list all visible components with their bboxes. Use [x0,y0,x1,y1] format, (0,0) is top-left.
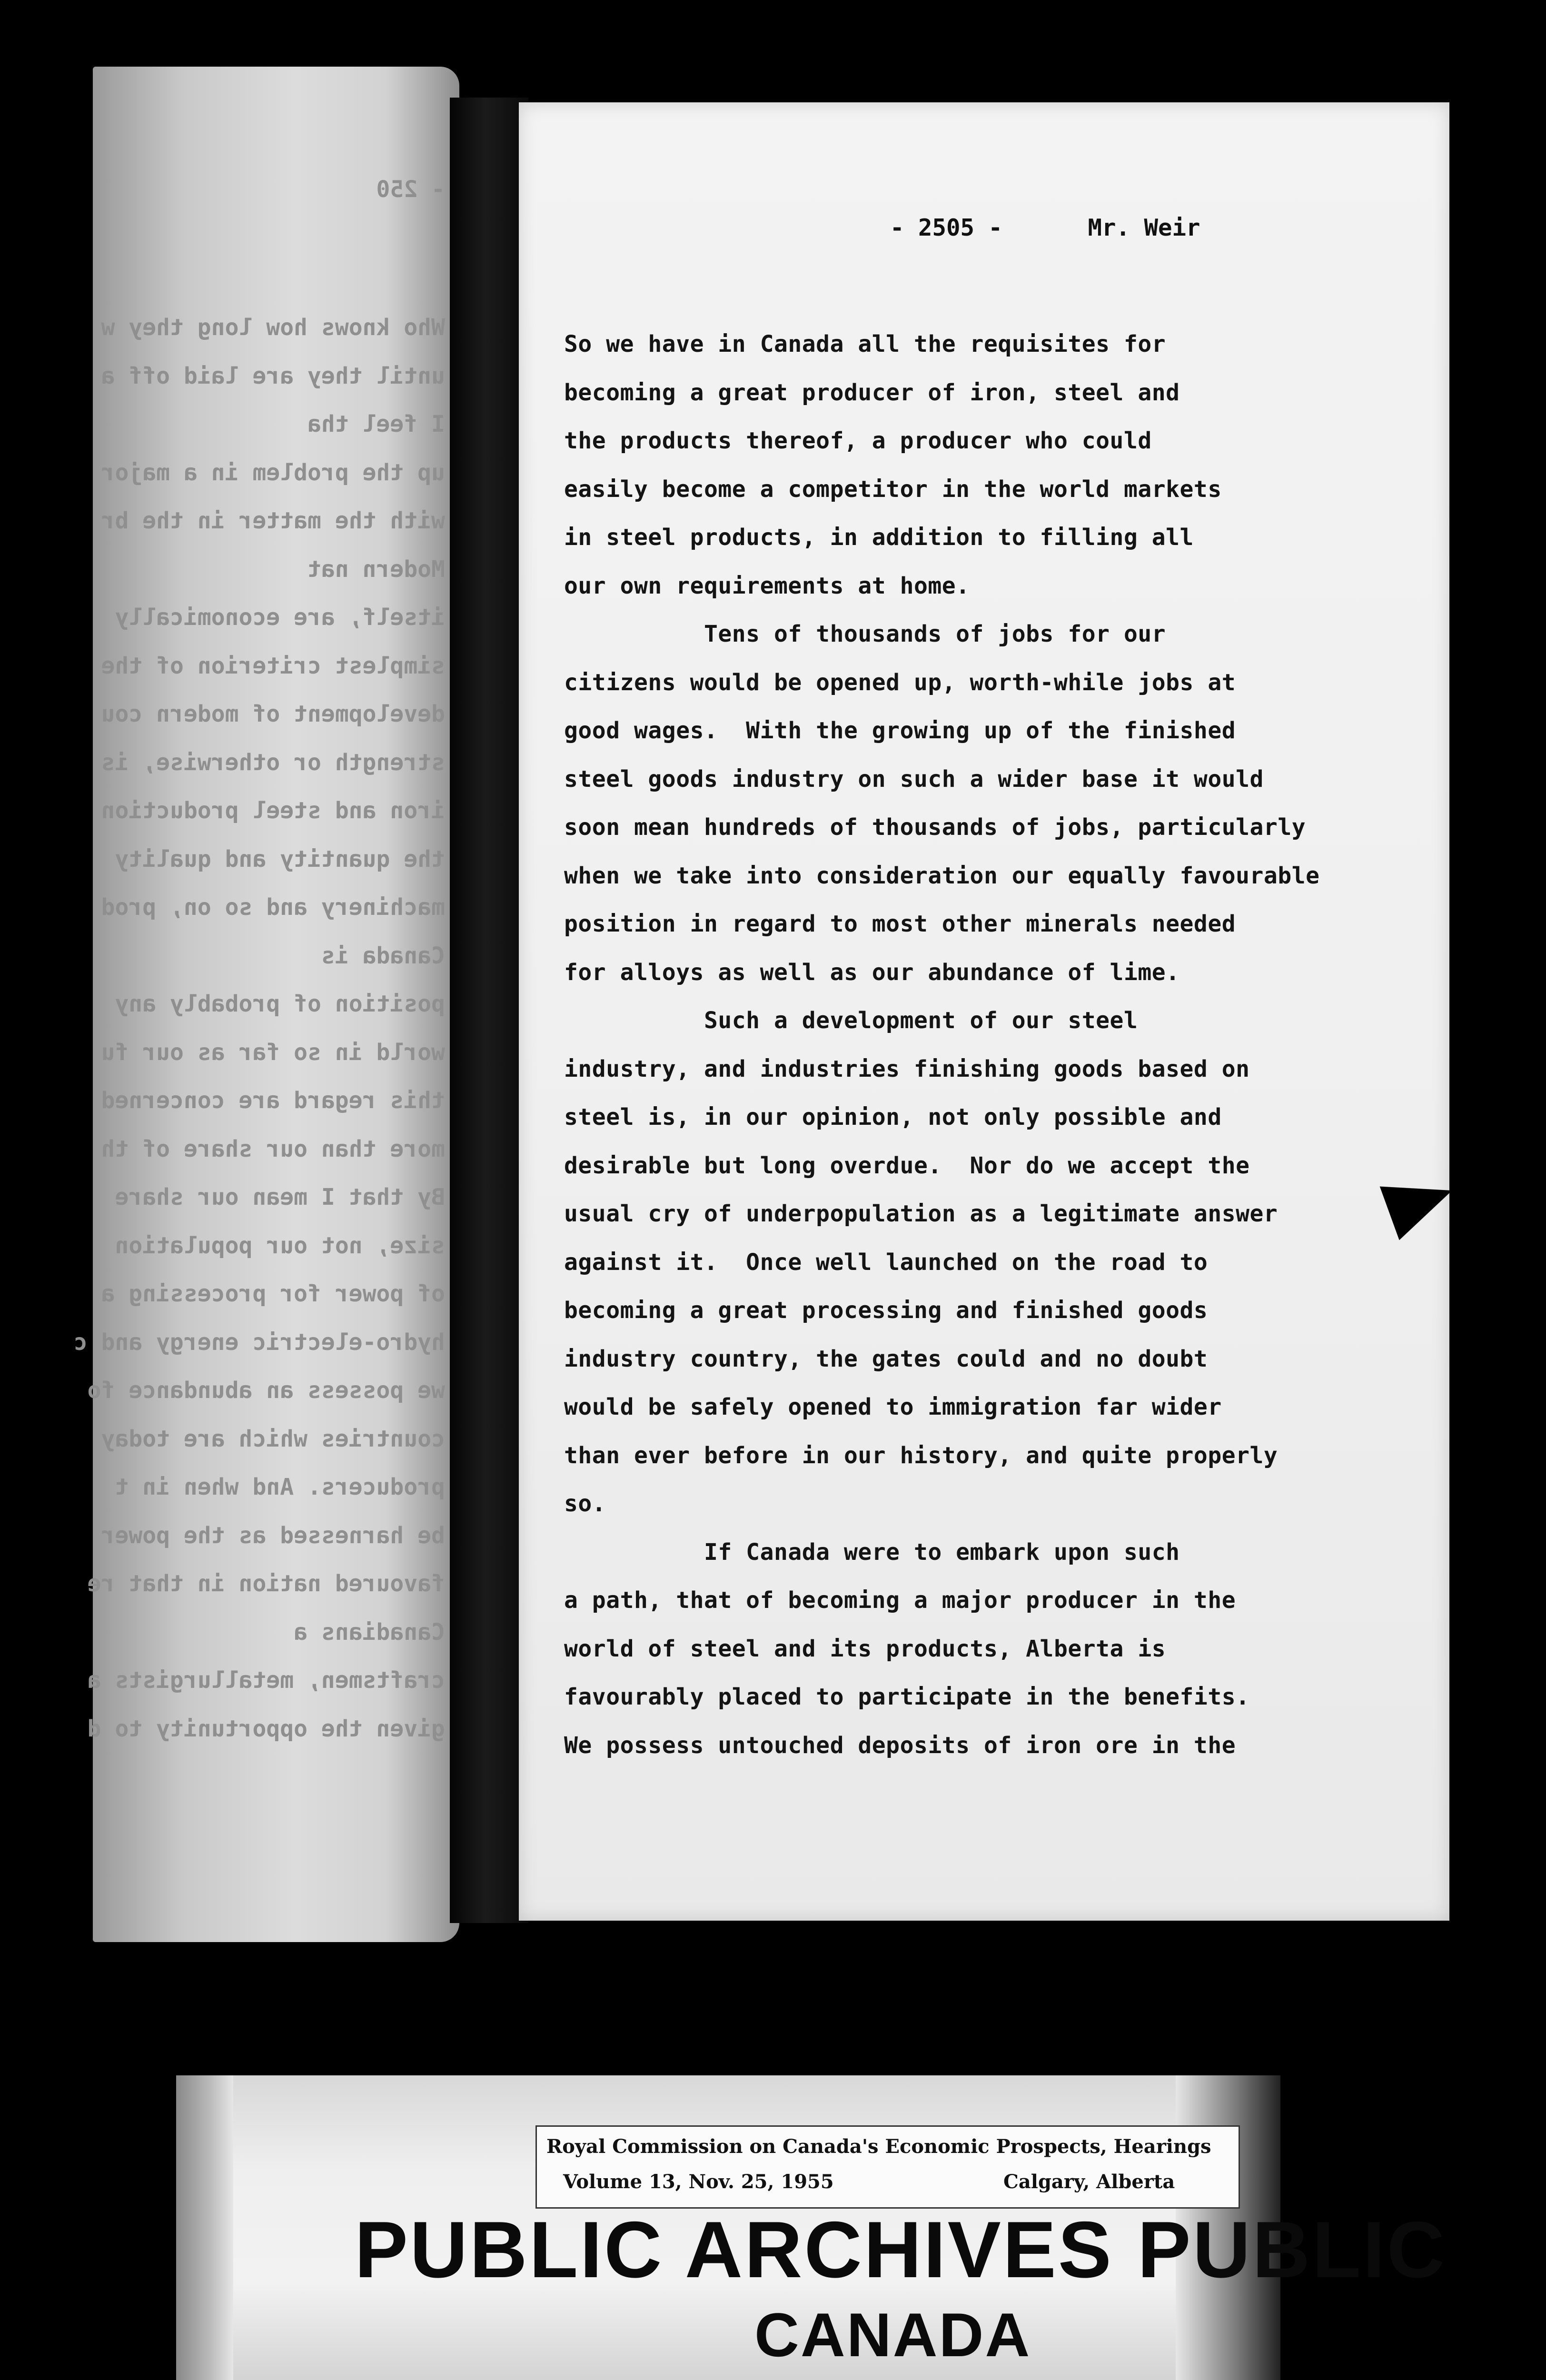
mirrored-text-line: Modern nat [307,555,445,583]
transcript-line: So we have in Canada all the requisites for [564,331,1166,357]
transcript-line: industry, and industries finishing goods based on [564,1055,1250,1082]
mirrored-text-line: up the problem in a major [101,459,445,486]
archive-strip [176,2075,1447,2380]
mirrored-text-line: countries which are today [101,1425,445,1452]
transcript-line: steel goods industry on such a wider base it would [564,765,1264,793]
archives-title: PUBLIC ARCHIVES PUBLIC [355,2205,1447,2294]
transcript-line: so. [564,1490,606,1517]
transcript-line: Tens of thousands of jobs for our [564,621,1166,647]
transcript-line: would be safely opened to immigration far wider [564,1394,1222,1420]
archives-country: CANADA [754,2300,1031,2370]
transcript-line: our own requirements at home. [564,572,970,599]
mirrored-text-line: the quantity and quality [115,845,445,873]
transcript-line: good wages. With the growing up of the finished [564,717,1236,744]
strip-shadow-left [176,2075,233,2380]
mirrored-text-line: hydro-electric energy and c [73,1329,445,1356]
mirrored-text-line: producers. And when in t [115,1474,445,1500]
page-gutter [450,98,528,1923]
transcript-line: soon mean hundreds of thousands of jobs, particularly [564,814,1306,841]
transcript-line: steel is, in our opinion, not only possible and [564,1104,1222,1130]
mirrored-text-block [73,67,459,1942]
transcript-line: the products thereof, a producer who could [564,427,1152,454]
transcript-line: favourably placed to participate in the benefits. [564,1684,1250,1710]
mirrored-text-line: Canada is [321,942,445,969]
archive-label [535,2125,1240,2209]
transcript-line: world of steel and its products, Alberta is [564,1635,1166,1662]
mirrored-text-line: I feel tha [307,411,445,437]
page-number: - 2505 - [890,214,1003,241]
archive-label-volume: Volume 13, Nov. 25, 1955 [563,2171,834,2193]
mirrored-text-line: machinery and so on, prod [101,894,445,921]
transcript-line: Such a development of our steel [564,1007,1138,1034]
transcript-line: for alloys as well as our abundance of lime. [564,959,1180,986]
mirrored-text-line: given the opportunity to d [87,1715,445,1742]
mirrored-text-line: development of modern cou [101,701,445,727]
mirrored-text-line: of power for processing a [101,1280,445,1307]
transcript-line: position in regard to most other minerals needed [564,911,1236,937]
mirrored-text-line: itself, are economically [115,604,445,631]
speaker-name: Mr. Weir [1088,214,1200,241]
mirrored-text-line: - 250 [376,176,445,203]
mirrored-text-line: simplest criterion of the [101,652,445,679]
transcript-line: than ever before in our history, and quite properly [564,1442,1278,1469]
transcript-line: We possess untouched deposits of iron ore in the [564,1732,1236,1759]
transcript-line: becoming a great processing and finished goods [564,1297,1208,1324]
transcript-line: in steel products, in addition to filling all [564,524,1194,551]
mirrored-text-line: favoured nation in that re [87,1570,445,1597]
main-page [519,102,1449,1921]
archive-label-title: Royal Commission on Canada's Economic Prospects, Hearings [546,2135,1211,2158]
left-page [73,67,459,1942]
mirrored-text-line: iron and steel production [101,797,445,824]
transcript-line: easily become a competitor in the world markets [564,476,1222,503]
mirrored-text-line: Canadians a [294,1618,445,1646]
mirrored-text-line: strength or otherwise, is [101,749,445,776]
archive-label-details [563,2171,1175,2193]
transcript-line: desirable but long overdue. Nor do we accept the [564,1152,1250,1179]
transcript-line: a path, that of becoming a major producer in the [564,1587,1236,1614]
transcript-line: industry country, the gates could and no doubt [564,1345,1208,1372]
page-tab-mark [1380,1164,1462,1240]
mirrored-text-line: be harnessed as the power [101,1522,445,1549]
mirrored-text-line: Who knows how long they w [101,314,445,341]
transcript-line: when we take into consideration our equally favourable [564,862,1320,889]
page-header [890,214,1200,241]
archive-label-place: Calgary, Alberta [1003,2171,1175,2193]
mirrored-text-line: By that I mean our share [115,1184,445,1210]
mirrored-text-line: size, not our population [115,1232,445,1259]
mirrored-text-line: world in so far as our fu [101,1039,445,1066]
transcript-line: citizens would be opened up, worth-while jobs at [564,669,1236,696]
mirrored-text-line: until they are laid off a [101,362,445,389]
transcript-line: usual cry of underpopulation as a legitimate answer [564,1200,1278,1227]
mirrored-text-line: more than our share of th [101,1135,445,1162]
mirrored-text-line: we possess an abundance fo [87,1377,445,1404]
mirrored-text-line: this regard are concerned [101,1087,445,1114]
transcript-line: becoming a great producer of iron, steel and [564,379,1180,406]
transcript-line: If Canada were to embark upon such [564,1538,1180,1566]
mirrored-text-line: with the matter in the br [101,507,445,534]
mirrored-text-line: position of probably any [115,991,445,1017]
transcript-line: against it. Once well launched on the road to [564,1249,1208,1276]
mirrored-text-line: craftsmen, metallurgists a [87,1667,445,1694]
